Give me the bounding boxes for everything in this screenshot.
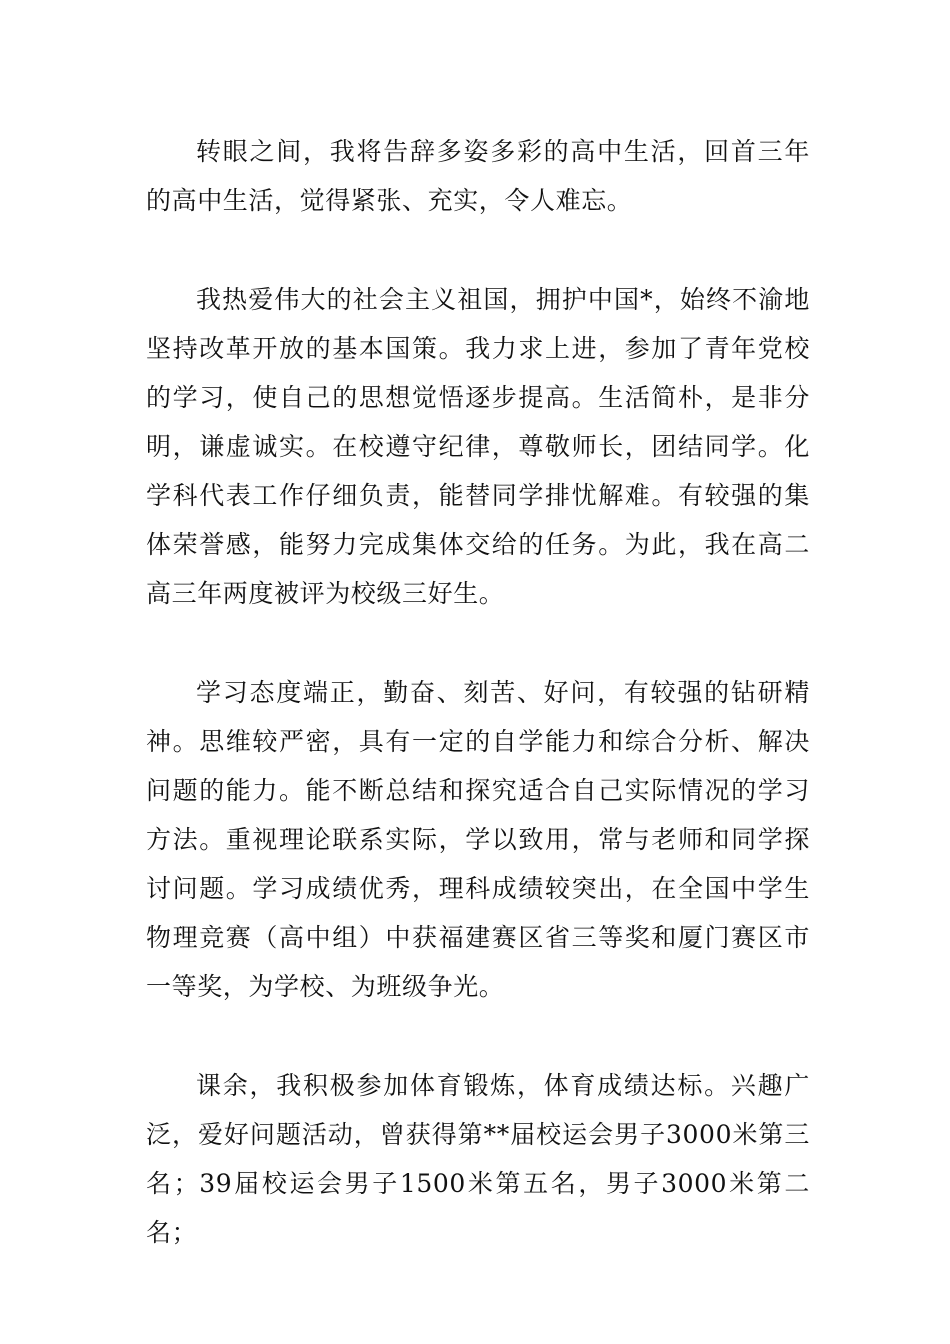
paragraph-spacer [146,225,810,275]
paragraph-sports: 课余，我积极参加体育锻炼，体育成绩达标。兴趣广泛，爱好问题活动，曾获得第**届校运会男子3000米第三名；39届校运会男子1500米第五名，男子3000米第二名； [146,1071,810,1247]
paragraph-spacer [146,1011,810,1061]
paragraph-intro: 转眼之间，我将告辞多姿多彩的高中生活，回首三年的高中生活，觉得紧张、充实，令人难忘。 [146,137,810,215]
document-body [146,127,810,1257]
paragraph-character: 我热爱伟大的社会主义祖国，拥护中国*，始终不渝地坚持改革开放的基本国策。我力求上进，参加了青年党校的学习，使自己的思想觉悟逐步提高。生活简朴，是非分明，谦虚诚实。在校遵守纪律，尊敬师长，团结同学。化学科代表工作仔细负责，能替同学排忧解难。有较强的集体荣誉感，能努力完成集体交给的任务。为此，我在高二高三年两度被评为校级三好生。 [146,285,810,608]
paragraph-study: 学习态度端正，勤奋、刻苦、好问，有较强的钻研精神。思维较严密，具有一定的自学能力和综合分析、解决问题的能力。能不断总结和探究适合自己实际情况的学习方法。重视理论联系实际，学以致用，常与老师和同学探讨问题。学习成绩优秀，理科成绩较突出，在全国中学生物理竞赛（高中组）中获福建赛区省三等奖和厦门赛区市一等奖，为学校、为班级争光。 [146,678,810,1001]
paragraph-spacer [146,618,810,668]
